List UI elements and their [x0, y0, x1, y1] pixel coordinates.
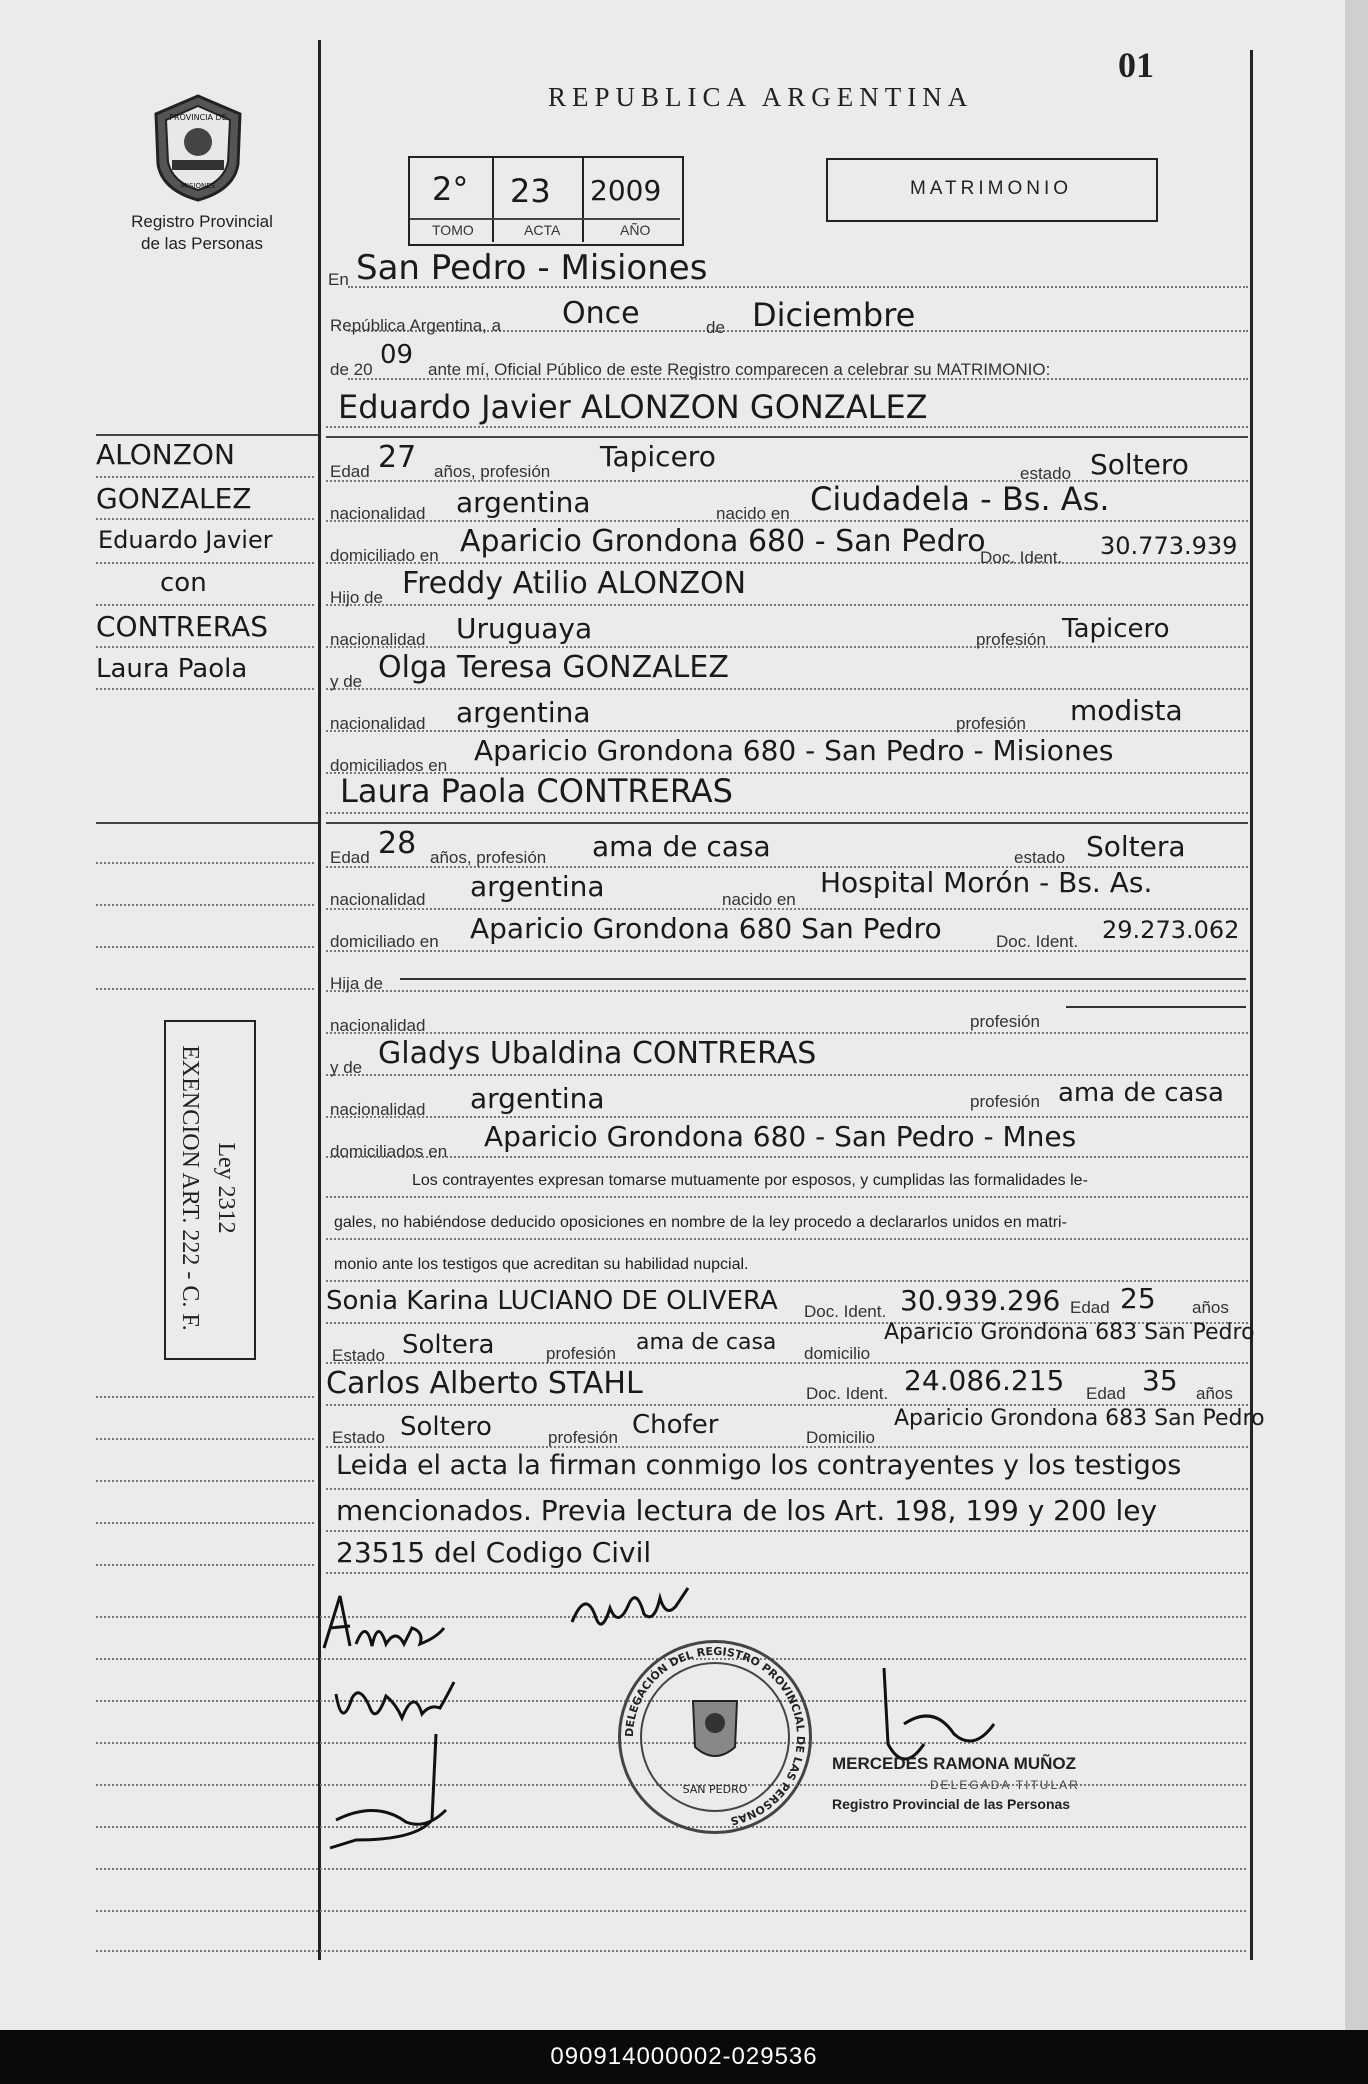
groom-birthplace: Ciudadela - Bs. As.: [810, 480, 1110, 518]
declaration-line-3: monio ante los testigos que acreditan su habilidad nupcial.: [334, 1256, 749, 1273]
witness2-anos-label: años: [1196, 1384, 1233, 1403]
official-seal: [618, 1640, 812, 1834]
witness2-address: Aparicio Grondona 683 San Pedro: [894, 1406, 1265, 1431]
margin-surname-1: ALONZON: [96, 438, 235, 471]
witness2-estado-label: Estado: [332, 1428, 385, 1447]
bride-mother-profession: ama de casa: [1058, 1078, 1224, 1108]
exemption-stamp-article: EXENCION ART. 222 - C. F.: [177, 1045, 203, 1331]
closing-note-line-3: 23515 del Codigo Civil: [336, 1536, 652, 1569]
tomo-label: TOMO: [432, 222, 474, 238]
witness1-domicilio-label: domicilio: [804, 1344, 871, 1363]
witness1-estado-label: Estado: [332, 1346, 385, 1365]
groom-age: 27: [378, 440, 417, 475]
bride-hija-label: Hija de: [330, 974, 383, 993]
signature-witness1: [330, 1674, 460, 1734]
svg-text:MISIONES: MISIONES: [180, 182, 216, 190]
witness2-age: 35: [1142, 1364, 1178, 1397]
bride-nacido-label: nacido en: [722, 890, 796, 909]
groom-edad-label: Edad: [330, 462, 370, 481]
svg-text:PROVINCIA DE: PROVINCIA DE: [169, 113, 227, 122]
year-suffix: 09: [380, 340, 414, 370]
groom-anos-profesion-label: años, profesión: [434, 462, 551, 481]
witness1-doc: 30.939.296: [900, 1284, 1061, 1317]
groom-address: Aparicio Grondona 680 - San Pedro: [460, 524, 986, 559]
witness1-profesion-label: profesión: [546, 1344, 616, 1363]
witness1-civil-status: Soltera: [402, 1330, 495, 1360]
bride-address: Aparicio Grondona 680 San Pedro: [470, 912, 942, 945]
left-margin-rule: [318, 40, 321, 1960]
page-number: 01: [1118, 45, 1154, 85]
closing-note-line-2: mencionados. Previa lectura de los Art. 198, 199 y 200 ley: [336, 1494, 1158, 1527]
registry-name-line2: de las Personas: [141, 234, 263, 253]
official-stamp-registry: Registro Provincial de las Personas: [832, 1796, 1071, 1812]
groom-estado-label: estado: [1020, 464, 1072, 483]
witness1-profession: ama de casa: [636, 1330, 777, 1355]
witness1-name: Sonia Karina LUCIANO DE OLIVERA: [326, 1286, 778, 1316]
official-stamp-name: MERCEDES RAMONA MUÑOZ: [832, 1754, 1076, 1773]
tomo-value: 2°: [432, 170, 469, 208]
bride-nacionalidad-label: nacionalidad: [330, 890, 426, 909]
signature-groom: [316, 1588, 466, 1658]
acta-value: 23: [510, 172, 551, 210]
groom-mother-name: Olga Teresa GONZALEZ: [378, 650, 729, 685]
groom-doc: 30.773.939: [1100, 532, 1238, 560]
groom-mother-profession: modista: [1070, 694, 1183, 727]
bride-nationality: argentina: [470, 870, 605, 903]
witness1-anos-label: años: [1192, 1298, 1229, 1317]
groom-domiciliado-label: domiciliado en: [330, 546, 439, 565]
groom-father-name: Freddy Atilio ALONZON: [402, 566, 747, 601]
bride-doc: 29.273.062: [1102, 916, 1240, 944]
margin-surname-3: CONTRERAS: [96, 610, 269, 643]
groom-mother-profesion-label: profesión: [956, 714, 1026, 733]
republica-label: República Argentina, a: [330, 316, 502, 335]
signature-witness2: [316, 1730, 466, 1860]
groom-father-nacionalidad-label: nacionalidad: [330, 630, 426, 649]
witness2-name: Carlos Alberto STAHL: [326, 1366, 643, 1401]
bride-domiciliado-label: domiciliado en: [330, 932, 439, 951]
groom-mother-nationality: argentina: [456, 696, 591, 729]
witness2-doc: 24.086.215: [904, 1364, 1065, 1397]
witness1-doc-label: Doc. Ident.: [804, 1302, 887, 1321]
right-margin-rule: [1250, 50, 1253, 1960]
groom-hijo-label: Hijo de: [330, 588, 383, 607]
svg-text:DELEGACIÓN DEL REGISTRO PROVIN: DELEGACIÓN DEL REGISTRO PROVINCIAL DE LAS PERSONAS: [622, 1644, 808, 1828]
groom-domiciliados-label: domiciliados en: [330, 756, 448, 775]
groom-father-profession: Tapicero: [1062, 614, 1170, 644]
svg-text:SAN PEDRO: SAN PEDRO: [682, 1783, 748, 1796]
bride-domiciliados-label: domiciliados en: [330, 1142, 448, 1161]
page-edge: [1345, 0, 1368, 2030]
margin-surname-2: GONZALEZ: [96, 482, 252, 515]
groom-nacido-label: nacido en: [716, 504, 790, 523]
bride-father-profesion-label: profesión: [970, 1012, 1040, 1031]
groom-y-de-label: y de: [330, 672, 363, 691]
bride-mother-name: Gladys Ubaldina CONTRERAS: [378, 1036, 817, 1071]
bride-birthplace: Hospital Morón - Bs. As.: [820, 866, 1153, 899]
signature-bride: [566, 1578, 696, 1638]
declaration-line-2: gales, no habiéndose deducido oposiciones en nombre de la ley procedo a declararlos unidos en matri-: [334, 1214, 1067, 1231]
witness2-edad-label: Edad: [1086, 1384, 1126, 1403]
en-label: En: [328, 270, 349, 289]
groom-mother-nacionalidad-label: nacionalidad: [330, 714, 426, 733]
declaration-line-1: Los contrayentes expresan tomarse mutuamente por esposos, y cumplidas las formalidades le-: [412, 1172, 1088, 1189]
closing-note-line-1: Leida el acta la firman conmigo los contrayentes y los testigos: [336, 1450, 1182, 1481]
margin-given-names: Eduardo Javier: [98, 526, 273, 554]
bride-mother-nationality: argentina: [470, 1082, 605, 1115]
bride-doc-label: Doc. Ident.: [996, 932, 1079, 951]
ano-label: AÑO: [620, 222, 651, 238]
margin-con: con: [160, 568, 207, 598]
witness2-profession: Chofer: [632, 1410, 719, 1440]
groom-father-nationality: Uruguaya: [456, 612, 593, 645]
act-type: MATRIMONIO: [909, 178, 1073, 199]
place: San Pedro - Misiones: [356, 248, 708, 288]
groom-father-profesion-label: profesión: [976, 630, 1046, 649]
official-stamp-title: DELEGADA TITULAR: [930, 1778, 1080, 1792]
witness2-civil-status: Soltero: [400, 1412, 492, 1442]
registry-name-line1: Registro Provincial: [131, 212, 273, 231]
acta-label: ACTA: [524, 222, 561, 238]
registry-logo: [148, 92, 248, 204]
witness2-domicilio-label: Domicilio: [806, 1428, 875, 1447]
bride-mother-nacionalidad-label: nacionalidad: [330, 1100, 426, 1119]
groom-profession: Tapicero: [600, 440, 716, 473]
bride-profession: ama de casa: [592, 830, 771, 863]
de-label: de: [706, 318, 725, 337]
bride-anos-profesion-label: años, profesión: [430, 848, 547, 867]
groom-parents-address: Aparicio Grondona 680 - San Pedro - Misiones: [474, 734, 1114, 767]
bride-edad-label: Edad: [330, 848, 370, 867]
country-title: REPUBLICA ARGENTINA: [548, 82, 974, 112]
bride-father-nacionalidad-label: nacionalidad: [330, 1016, 426, 1035]
witness2-doc-label: Doc. Ident.: [806, 1384, 889, 1403]
groom-doc-label: Doc. Ident.: [980, 548, 1063, 567]
bride-y-de-label: y de: [330, 1058, 363, 1077]
year-prefix: de 20: [330, 360, 373, 379]
ano-value: 2009: [590, 174, 662, 207]
margin-given-names-2: Laura Paola: [96, 654, 248, 684]
bride-estado-label: estado: [1014, 848, 1066, 867]
bride-parents-address: Aparicio Grondona 680 - San Pedro - Mnes: [484, 1120, 1077, 1153]
barcode-number: 090914000002-029536: [0, 2030, 1368, 2084]
bride-mother-profesion-label: profesión: [970, 1092, 1040, 1111]
bride-civil-status: Soltera: [1086, 830, 1186, 863]
witness1-age: 25: [1120, 1282, 1156, 1315]
groom-civil-status: Soltero: [1090, 448, 1189, 481]
exemption-stamp-law: Ley 2312: [213, 1142, 239, 1234]
groom-nacionalidad-label: nacionalidad: [330, 504, 426, 523]
witness1-edad-label: Edad: [1070, 1298, 1110, 1317]
groom-name: Eduardo Javier ALONZON GONZALEZ: [338, 388, 928, 426]
day: Once: [562, 296, 640, 331]
month: Diciembre: [752, 296, 916, 334]
bride-name: Laura Paola CONTRERAS: [340, 772, 733, 810]
bride-age: 28: [378, 826, 417, 861]
witness2-profesion-label: profesión: [548, 1428, 618, 1447]
groom-nationality: argentina: [456, 486, 591, 519]
comparecen-text: ante mí, Oficial Público de este Registro comparecen a celebrar su MATRIMONIO:: [428, 360, 1051, 379]
witness1-address: Aparicio Grondona 683 San Pedro: [884, 1320, 1255, 1345]
